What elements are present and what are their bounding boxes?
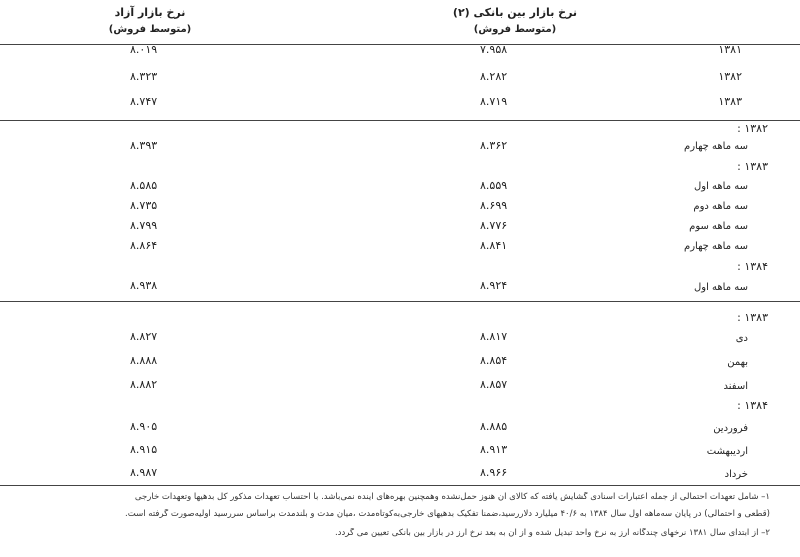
row-label: فروردین: [713, 423, 748, 434]
free-value: ۸.۰۱۹: [130, 43, 158, 56]
free-value: ۸.۸۲۷: [130, 330, 158, 343]
interbank-value: ۸.۸۸۵: [480, 420, 508, 433]
row-label: سه ماهه چهارم: [684, 241, 748, 252]
interbank-value: ۷.۹۵۸: [480, 43, 508, 56]
group-label-1383: ۱۳۸۳ :: [737, 160, 768, 173]
row-label: ۱۳۸۳: [718, 95, 742, 108]
free-value: ۸.۷۴۷: [130, 95, 158, 108]
row-label: ۱۳۸۲: [718, 70, 742, 83]
free-value: ۸.۳۲۳: [130, 70, 158, 83]
interbank-value: ۸.۸۵۷: [480, 378, 508, 391]
free-value: ۸.۸۶۴: [130, 239, 158, 252]
interbank-value: ۸.۹۶۶: [480, 466, 508, 479]
free-value: ۸.۹۱۵: [130, 443, 158, 456]
row-label: بهمن: [727, 357, 748, 368]
footnote-2: ۲– از ابتدای سال ۱۳۸۱ نرخهای چندگانه ارز به نرخ واحد تبدیل شده و از آن به بعد نرخ ارز در بازار بین بانکی تعیین می گردد.: [334, 528, 770, 538]
interbank-value: ۸.۸۵۴: [480, 354, 508, 367]
interbank-value: ۸.۲۸۲: [480, 70, 508, 83]
interbank-column-title: نرخ بازار بین بانکی (۲): [452, 6, 578, 19]
row-label: ۱۳۸۱: [718, 43, 742, 56]
group-label-1384: ۱۳۸۴ :: [737, 260, 768, 273]
section-divider: [0, 301, 800, 302]
row-label: اردیبهشت: [706, 446, 748, 457]
section-divider: [0, 120, 800, 121]
footer-divider: [0, 485, 800, 486]
group-label-1382: ۱۳۸۲ :: [737, 122, 768, 135]
row-label: سه ماهه اول: [693, 181, 748, 192]
group-label-1384-monthly: ۱۳۸۴ :: [737, 399, 768, 412]
row-label: سه ماهه اول: [693, 282, 748, 293]
footnote-1-line-2: (قطعی و احتمالی) در پایان سه‌ماهه اول سال ۱۳۸۴ به ۴۰/۶ میلیارد دلاررسید،ضمنا تفکیک بدهیهای خارجی‌به‌کوتاه‌مدت ،میان مدت و بلندمدت براساس سررسید اولیه‌صورت گرفته است.: [125, 509, 770, 519]
free-market-column-subtitle: (متوسط فروش): [108, 24, 192, 35]
free-value: ۸.۸۸۲: [130, 378, 158, 391]
free-value: ۸.۷۹۹: [130, 219, 158, 232]
row-label: سه ماهه چهارم: [684, 141, 748, 152]
free-value: ۸.۹۳۸: [130, 279, 158, 292]
interbank-value: ۸.۳۶۲: [480, 139, 508, 152]
interbank-value: ۸.۸۱۷: [480, 330, 508, 343]
footnote-1-line-1: ۱– شامل تعهدات احتمالی از جمله اعتبارات اسنادی گشایش یافته که کالای آن هنوز حمل‌نشده وهمچنین بهره‌های آینده نمی‌باشد. با احتساب تعهدات مذکور کل بدهیها وتعهدات خارجی: [134, 492, 770, 502]
row-label: سه ماهه دوم: [693, 201, 748, 212]
interbank-value: ۸.۷۷۶: [480, 219, 508, 232]
interbank-value: ۸.۷۱۹: [480, 95, 508, 108]
interbank-value: ۸.۶۹۹: [480, 199, 508, 212]
free-market-column-title: نرخ بازار آزاد: [114, 6, 186, 19]
free-value: ۸.۸۸۸: [130, 354, 158, 367]
group-label-1383-monthly: ۱۳۸۳ :: [737, 311, 768, 324]
row-label: دی: [735, 333, 748, 344]
free-value: ۸.۳۹۳: [130, 139, 158, 152]
interbank-value: ۸.۸۴۱: [480, 239, 508, 252]
interbank-value: ۸.۹۲۴: [480, 279, 508, 292]
row-label: خرداد: [724, 469, 748, 480]
row-label: اسفند: [723, 381, 748, 392]
free-value: ۸.۹۸۷: [130, 466, 158, 479]
header-divider: [0, 44, 800, 45]
interbank-value: ۸.۵۵۹: [480, 179, 508, 192]
free-value: ۸.۷۳۵: [130, 199, 158, 212]
interbank-value: ۸.۹۱۳: [480, 443, 508, 456]
interbank-column-subtitle: (متوسط فروش): [473, 24, 557, 35]
free-value: ۸.۵۸۵: [130, 179, 158, 192]
row-label: سه ماهه سوم: [689, 221, 748, 232]
free-value: ۸.۹۰۵: [130, 420, 158, 433]
